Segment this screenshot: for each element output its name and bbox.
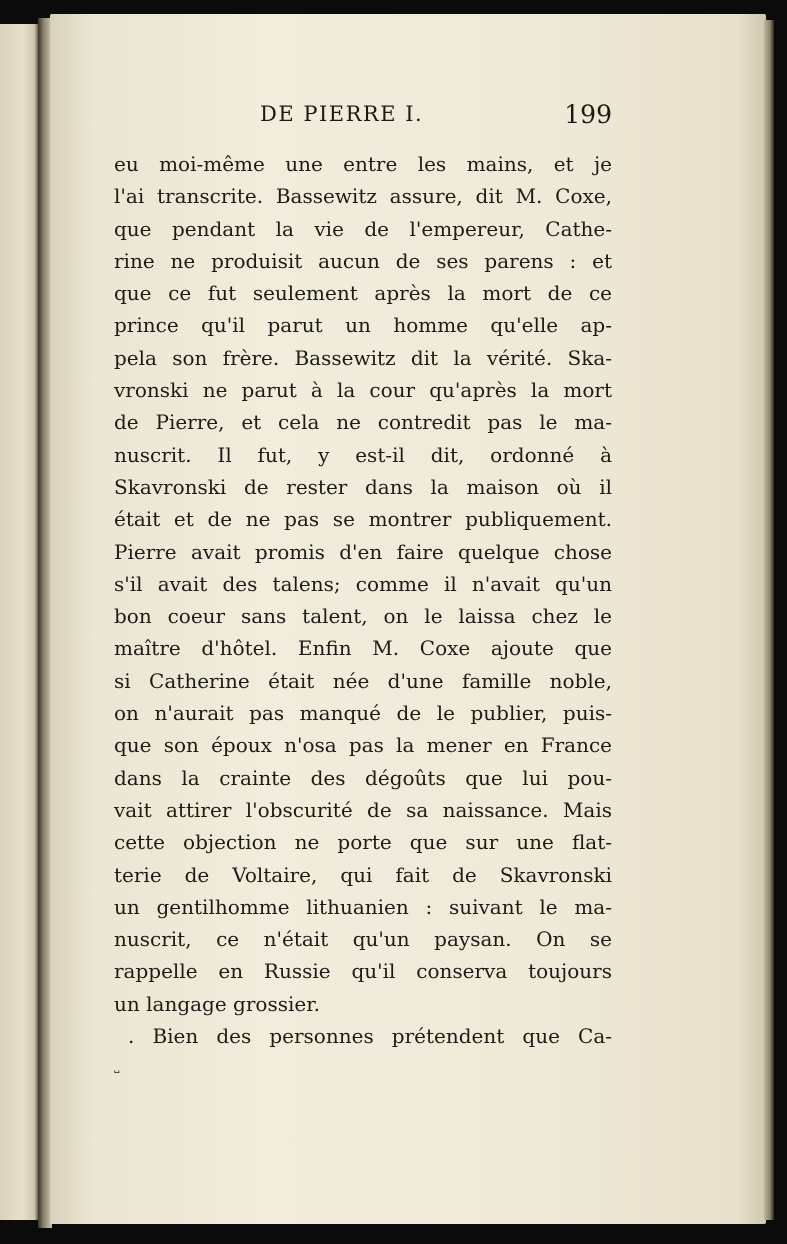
text-line: que son époux n'osa pas la mener en France <box>114 733 612 758</box>
page-fore-edge <box>764 20 774 1220</box>
text-line: Skavronski de rester dans la maison où il <box>114 474 612 499</box>
text-line: dans la crainte des dégoûts que lui pou- <box>114 765 612 790</box>
text-line: un gentilhomme lithuanien : suivant le ma- <box>114 894 612 919</box>
text-line: que ce fut seulement après la mort de ce <box>114 281 612 306</box>
text-line: un langage grossier. <box>114 991 320 1016</box>
text-line: l'ai transcrite. Bassewitz assure, dit M. Coxe, <box>114 184 612 209</box>
text-line: cette objection ne porte que sur une flat- <box>114 830 612 855</box>
text-line: pela son frère. Bassewitz dit la vérité. Ska- <box>114 345 612 370</box>
text-line: terie de Voltaire, qui fait de Skavronski <box>114 862 612 887</box>
page-number: 199 <box>564 100 612 129</box>
text-line: prince qu'il parut un homme qu'elle ap- <box>114 313 612 338</box>
text-line: rine ne produisit aucun de ses parens : et <box>114 248 612 273</box>
text-line: nuscrit, ce n'était qu'un paysan. On se <box>114 927 612 952</box>
text-line: que pendant la vie de l'empereur, Cathe- <box>114 216 612 241</box>
running-head <box>114 102 612 136</box>
text-line: s'il avait des talens; comme il n'avait qu'un <box>114 571 612 596</box>
text-line: Pierre avait promis d'en faire quelque chose <box>114 539 612 564</box>
text-line: . Bien des personnes prétendent que Ca- <box>128 1024 612 1049</box>
text-line: vronski ne parut à la cour qu'après la mort <box>114 378 612 403</box>
page-body-text <box>114 148 612 1052</box>
stray-ink-mark: ˽ <box>114 1058 120 1074</box>
text-line: eu moi-même une entre les mains, et je <box>114 152 612 176</box>
text-line: on n'aurait pas manqué de le publier, puis- <box>114 701 612 726</box>
text-line: vait attirer l'obscurité de sa naissance. Mais <box>114 797 612 822</box>
text-line: de Pierre, et cela ne contredit pas le ma- <box>114 410 612 435</box>
text-line: était et de ne pas se montrer publiquement. <box>114 507 612 532</box>
text-line: nuscrit. Il fut, y est-il dit, ordonné à <box>114 442 612 467</box>
text-line: maître d'hôtel. Enfin M. Coxe ajoute que <box>114 636 612 661</box>
text-line: si Catherine était née d'une famille noble, <box>114 668 612 693</box>
text-line: bon coeur sans talent, on le laissa chez le <box>114 604 612 629</box>
text-line: rappelle en Russie qu'il conserva toujours <box>114 959 612 984</box>
facing-page-edge <box>0 24 38 1220</box>
running-head-title: DE PIERRE I. <box>260 102 424 126</box>
